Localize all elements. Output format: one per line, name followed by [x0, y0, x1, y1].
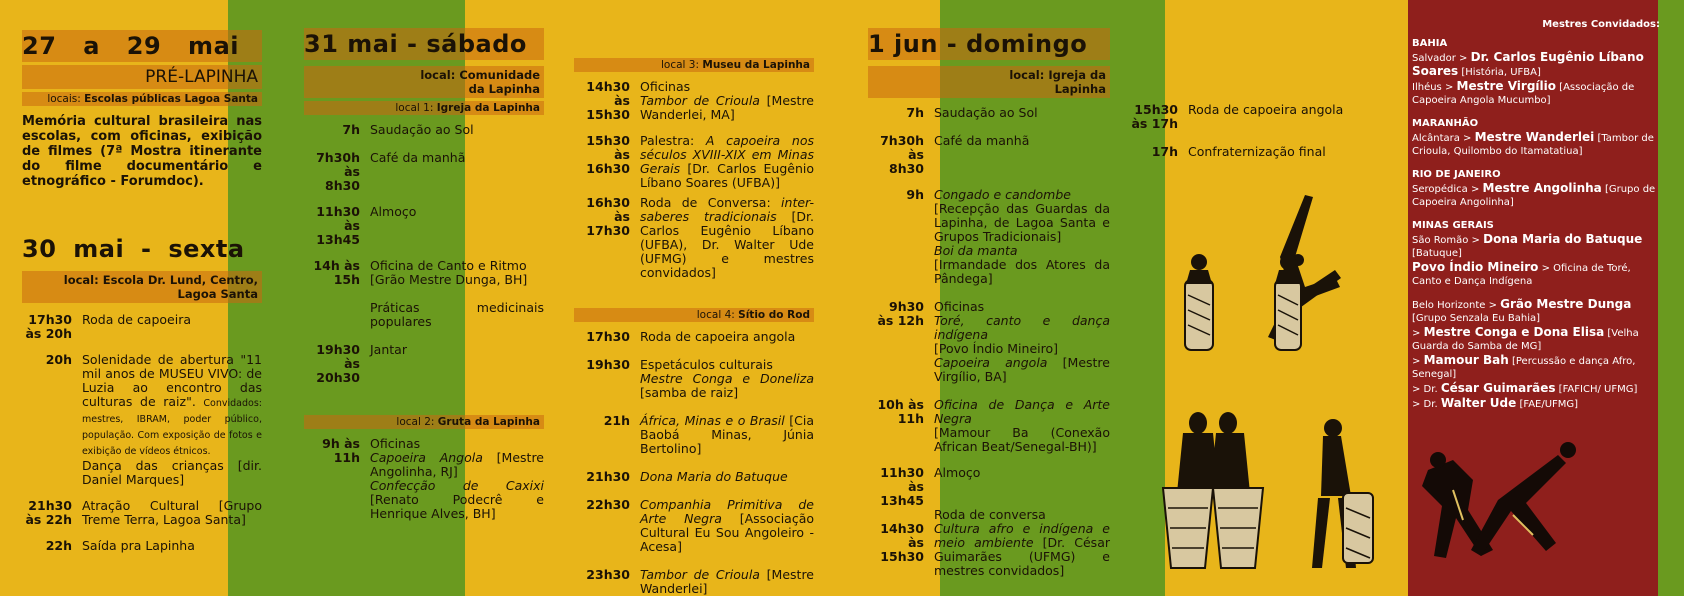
event-row: [22, 353, 262, 487]
event-time: 7h: [906, 105, 924, 120]
entry-detail: [Grupo Senzala Eu Bahia]: [1412, 313, 1541, 324]
mestres-heading: Mestres Convidados:: [1542, 19, 1660, 30]
event-desc: [934, 300, 1110, 384]
event-row: [868, 398, 1110, 454]
loc-value: Escolas públicas Lagoa Santa: [84, 93, 258, 105]
event-desc: [370, 437, 544, 521]
event-desc: Jantar: [370, 342, 407, 357]
event-time: 9h às 11h: [322, 436, 360, 465]
event-time: 9h30 às 12h: [877, 299, 924, 328]
event-time: 9h: [906, 187, 924, 202]
entry-prefix: > Dr.: [1412, 384, 1441, 395]
event-desc-small: Convidados: mestres, IBRAM, poder público, população. Com exposição de fotos e exibição de vídeos étnicos.: [82, 398, 262, 457]
event-desc-part: [Mestre Wanderlei]: [640, 567, 814, 596]
event-time: 10h às 11h: [877, 397, 924, 426]
state-name: MARANHÃO: [1412, 118, 1479, 129]
event-desc-part: [Dr. Carlos Eugênio Líbano Soares (UFBA)]: [640, 161, 814, 190]
event-row: [868, 508, 1110, 578]
loc-label: locais:: [47, 93, 81, 105]
mestre-entry: [1412, 131, 1660, 158]
event-time: 11h30 às 13h45: [880, 465, 924, 508]
event-desc: Café da manhã: [370, 150, 466, 165]
entry-detail: [Velha Guarda do Samba de MG]: [1412, 328, 1639, 352]
event-row: [574, 196, 814, 280]
event-desc-main: Solenidade de abertura "11 mil anos de MUSEU VIVO: de Luzia ao encontro das culturas de raiz".: [82, 352, 262, 409]
entry-prefix: Ilhéus >: [1412, 82, 1457, 93]
event-desc-part: Palestra:: [640, 133, 706, 148]
event-desc: Atração Cultural [Grupo Treme Terra, Lagoa Santa]: [82, 498, 262, 527]
event-desc: [640, 414, 814, 456]
event-row: [22, 313, 262, 341]
event-time: 15h30 às 16h30: [586, 133, 630, 176]
event-time: 19h30 às 20h30: [316, 342, 360, 385]
entry-detail: [Associação de Capoeira Angola Mucumbo]: [1412, 82, 1635, 106]
sublocation-line-2: [304, 415, 544, 429]
event-desc: Confraternização final: [1188, 144, 1326, 159]
event-time: 22h: [45, 538, 72, 553]
location-line-2: [22, 271, 262, 303]
event-desc-part: [Recepção das Guardas da Lapinha, de Lagoa Santa e Grupos Tradicionais]: [934, 201, 1110, 244]
capoeira-illustration: [1180, 190, 1410, 390]
entry-prefix: Belo Horizonte >: [1412, 300, 1501, 311]
event-desc: Almoço: [934, 465, 981, 480]
location-line: [868, 66, 1110, 98]
mestre-entry: [1412, 182, 1660, 209]
date-heading: 1 jun - domingo: [868, 28, 1110, 60]
stripe-green-3: [1658, 0, 1684, 596]
event-time: 21h30 às 22h: [25, 498, 72, 527]
event-desc-part: [Mestre Virgílio, BA]: [934, 355, 1110, 384]
column-domingo-cont: [1128, 0, 1378, 159]
entry-detail: [Tambor de Crioula, Quilombo do Itamatatiua]: [1412, 133, 1654, 157]
loc-value: Sítio do Rod: [738, 309, 810, 321]
event-desc-part: [Povo Índio Mineiro]: [934, 341, 1059, 356]
event-time: 14h30 às 15h30: [880, 521, 924, 564]
event-desc: Oficina de Canto e Ritmo [Grão Mestre Dunga, BH]: [370, 258, 528, 287]
event-desc: [934, 398, 1110, 454]
event-desc-part: [Dr. César Guimarães (UFMG) e mestres convidados]: [934, 535, 1110, 578]
date-heading: 31 mai - sábado: [304, 28, 544, 60]
sublocation-line-3: [574, 58, 814, 72]
event-desc-italic: África, Minas e o Brasil: [640, 413, 785, 428]
event-desc-italic: Oficina de Dança e Arte Negra: [934, 397, 1110, 426]
event-desc: Roda de capoeira angola: [1188, 102, 1344, 117]
entry-detail: [História, UFBA]: [1458, 67, 1541, 78]
event-desc: [934, 188, 1110, 286]
event-desc-part: [Mamour Ba (Conexão African Beat/Senegal-BH)]: [934, 425, 1110, 454]
event-desc: Café da manhã: [934, 133, 1030, 148]
event-desc: Roda de capoeira angola: [640, 329, 796, 344]
event-desc: [640, 568, 814, 596]
event-row: [1128, 103, 1378, 131]
event-desc: Roda de capoeira: [82, 312, 192, 327]
loc-value: Comunidade da Lapinha: [459, 68, 540, 96]
entry-detail: [Batuque]: [1412, 248, 1462, 259]
entry-prefix: Salvador >: [1412, 53, 1471, 64]
entry-detail: > Oficina de Toré, Canto e Dança Indígena: [1412, 263, 1631, 287]
event-time: 14h30 às 15h30: [586, 79, 630, 122]
entry-name: Grão Mestre Dunga: [1500, 297, 1632, 311]
mestre-entry: [1412, 397, 1660, 411]
state-name: MINAS GERAIS: [1412, 220, 1494, 231]
event-desc-italic: Tambor de Crioula: [640, 93, 760, 108]
event-row: [868, 466, 1110, 508]
entry-prefix: >: [1412, 328, 1424, 339]
event-time: 17h30 às 20h: [25, 312, 72, 341]
event-desc-part: [Dr. Carlos Eugênio Líbano (UFBA), Dr. Walter Ude (UFMG) e mestres convidados]: [640, 209, 814, 280]
event-desc-part: Roda de conversa: [934, 507, 1046, 522]
entry-name: Mestre Virgílio: [1456, 79, 1556, 93]
loc-label: local 1:: [395, 102, 434, 114]
event-desc: Saída pra Lapinha: [82, 538, 195, 553]
event-desc-italic: Tambor de Crioula: [640, 567, 760, 582]
event-desc: Saudação ao Sol: [934, 105, 1038, 120]
event-row: [22, 539, 262, 553]
column-domingo: [868, 0, 1110, 578]
event-row: [304, 301, 544, 329]
event-time: [304, 301, 370, 329]
event-desc-italic: Dona Maria do Batuque: [640, 469, 788, 484]
mestre-entry: [1412, 298, 1660, 325]
loc-value: Gruta da Lapinha: [437, 416, 540, 428]
event-desc-italic: Toré, canto e dança indígena: [934, 313, 1110, 342]
entry-detail: [FAE/UFMG]: [1516, 399, 1579, 410]
loc-label: local 3:: [661, 59, 700, 71]
event-time: 19h30: [586, 357, 630, 372]
loc-label: local 4:: [696, 309, 735, 321]
event-desc-part: Oficinas: [934, 299, 985, 314]
event-desc: Almoço: [370, 204, 417, 219]
event-desc-part: [Cia Baobá Minas, Júnia Bertolino]: [640, 413, 814, 456]
event-time: 21h: [603, 413, 630, 428]
event-desc-part: Oficinas: [370, 436, 421, 451]
mestre-entry: [1412, 233, 1660, 260]
event-row: [868, 188, 1110, 286]
event-desc: Práticas medicinais populares: [370, 300, 544, 329]
event-row: [868, 106, 1110, 120]
entry-name: Dr. Carlos Eugênio Líbano Soares: [1412, 50, 1644, 78]
event-desc: [640, 80, 814, 122]
event-desc-italic: Capoeira Angola: [370, 450, 483, 465]
loc-label: local:: [63, 273, 99, 287]
mestre-entry: [1412, 326, 1660, 353]
entry-name: Walter Ude: [1440, 396, 1517, 410]
loc-label: local 2:: [396, 416, 435, 428]
event-row: [304, 123, 544, 137]
entry-name: Povo Índio Mineiro: [1412, 260, 1539, 274]
entry-prefix: > Dr.: [1412, 399, 1441, 410]
event-row: [22, 499, 262, 527]
event-time: 17h: [1151, 144, 1178, 159]
location-line: [22, 92, 262, 106]
event-time: 7h: [342, 122, 360, 137]
entry-name: Mestre Wanderlei: [1474, 130, 1595, 144]
event-row: [574, 80, 814, 122]
event-desc: Saudação ao Sol: [370, 122, 474, 137]
state-name: BAHIA: [1412, 38, 1448, 49]
event-desc: [640, 134, 814, 190]
loc-value: Igreja da Lapinha: [436, 102, 540, 114]
event-desc-part: Espetáculos culturais: [640, 357, 773, 372]
entry-name: Mamour Bah: [1423, 353, 1509, 367]
event-desc-part: [Mestre Wanderlei, MA]: [640, 93, 814, 122]
mestre-entry: [1412, 80, 1660, 107]
event-desc-part: Oficinas: [640, 79, 691, 94]
mestre-entry: [1412, 261, 1660, 288]
event-row: [304, 343, 544, 385]
event-row: [868, 134, 1110, 176]
event-desc-part: [samba de raiz]: [640, 385, 739, 400]
event-time: 16h30 às 17h30: [586, 195, 630, 238]
event-row: [574, 358, 814, 400]
event-desc-italic: Confecção de Caxixi: [370, 478, 544, 493]
location-line: [304, 66, 544, 98]
event-desc-extra: Dança das crianças [dir. Daniel Marques]: [82, 458, 262, 487]
column-pre-lapinha: [22, 0, 262, 553]
sublocation-line: [304, 101, 544, 115]
column-sabado-cont: [574, 0, 814, 596]
event-time: 7h30h às 8h30: [316, 150, 360, 193]
date-heading-2: 30 mai - sexta: [22, 235, 245, 263]
column-sabado: [304, 0, 544, 521]
event-desc: [934, 508, 1110, 578]
entry-detail: [Percussão e dança Afro, Senegal]: [1412, 356, 1636, 380]
event-desc-italic: A capoeira nos séculos XVIII-XIX em Minas Gerais: [640, 133, 814, 176]
event-desc: [640, 498, 814, 554]
dancers-illustration: [1418, 430, 1598, 590]
loc-label: local:: [1009, 68, 1045, 82]
event-time: 11h30 às 13h45: [316, 204, 360, 247]
event-desc-italic: inter-saberes tradicionais: [640, 195, 814, 224]
event-row: [868, 300, 1110, 384]
event-desc-part: Roda de Conversa:: [640, 195, 782, 210]
event-time: 21h30: [586, 469, 630, 484]
date-heading: 27 a 29 mai: [22, 30, 262, 62]
event-row: [304, 437, 544, 521]
loc-value: Museu da Lapinha: [702, 59, 810, 71]
event-desc-italic: Capoeira angola: [934, 355, 1048, 370]
mestre-entry: [1412, 51, 1660, 79]
pre-lapinha-description: Memória cultural brasileira nas escolas, com oficinas, exibição de filmes (7ª Mostra itinerante do filme documentário e etnográfico - Forumdoc).: [22, 114, 262, 189]
event-desc-italic: Mestre Conga e Doneliza: [640, 371, 814, 386]
event-row: [304, 259, 544, 287]
event-desc-italic: Boi da manta: [934, 243, 1018, 258]
event-time: 15h30 às 17h: [1131, 102, 1178, 131]
state-name: RIO DE JANEIRO: [1412, 169, 1501, 180]
entry-detail: [FAFICH/ UFMG]: [1555, 384, 1638, 395]
mestre-entry: [1412, 382, 1660, 396]
event-time: 20h: [45, 352, 72, 367]
event-desc: [640, 196, 814, 280]
event-desc: [640, 358, 814, 400]
event-row: [304, 205, 544, 247]
entry-prefix: São Romão >: [1412, 235, 1484, 246]
entry-prefix: Seropédica >: [1412, 184, 1483, 195]
event-row: [574, 498, 814, 554]
entry-name: César Guimarães: [1440, 381, 1556, 395]
sublocation-line-4: [574, 308, 814, 322]
event-row: [574, 414, 814, 456]
entry-prefix: >: [1412, 356, 1424, 367]
drummers-illustration: [1158, 408, 1398, 588]
event-time: 23h30: [586, 567, 630, 582]
entry-name: Dona Maria do Batuque: [1483, 232, 1643, 246]
event-desc: [640, 470, 814, 484]
entry-detail: [Grupo de Capoeira Angolinha]: [1412, 184, 1656, 208]
event-row: [574, 134, 814, 190]
event-desc-italic: Congado e candombe: [934, 187, 1071, 202]
event-time: 17h30: [586, 329, 630, 344]
event-desc-part: [Irmandade dos Atores da Pândega]: [934, 257, 1110, 286]
event-row: [574, 470, 814, 484]
event-desc-part: [Renato Podecrê e Henrique Alves, BH]: [370, 492, 544, 521]
event-desc: [82, 353, 262, 487]
loc-label: local:: [420, 68, 456, 82]
event-row: [1128, 145, 1378, 159]
entry-prefix: Alcântara >: [1412, 133, 1475, 144]
event-time: 22h30: [586, 497, 630, 512]
loc-value: Igreja da Lapinha: [1048, 68, 1106, 96]
section-title: PRÉ-LAPINHA: [22, 65, 262, 89]
mestres-convidados-panel: [1412, 18, 1660, 411]
event-desc-part: [Associação Cultural Eu Sou Angoleiro - Acesa]: [640, 511, 815, 554]
entry-name: Mestre Angolinha: [1482, 181, 1602, 195]
mestre-entry: [1412, 354, 1660, 381]
event-row: [304, 151, 544, 193]
event-row: [574, 330, 814, 344]
event-time: 7h30h às 8h30: [880, 133, 924, 176]
event-row: [574, 568, 814, 596]
event-desc-italic: Cultura afro e indígena e meio ambiente: [934, 521, 1110, 550]
event-time: 14h às 15h: [313, 258, 360, 287]
loc-value: Escola Dr. Lund, Centro, Lagoa Santa: [102, 273, 258, 301]
event-desc-italic: Companhia Primitiva de Arte Negra: [640, 497, 814, 526]
event-desc-part: [Mestre Angolinha, RJ]: [370, 450, 544, 479]
entry-name: Mestre Conga e Dona Elisa: [1423, 325, 1605, 339]
